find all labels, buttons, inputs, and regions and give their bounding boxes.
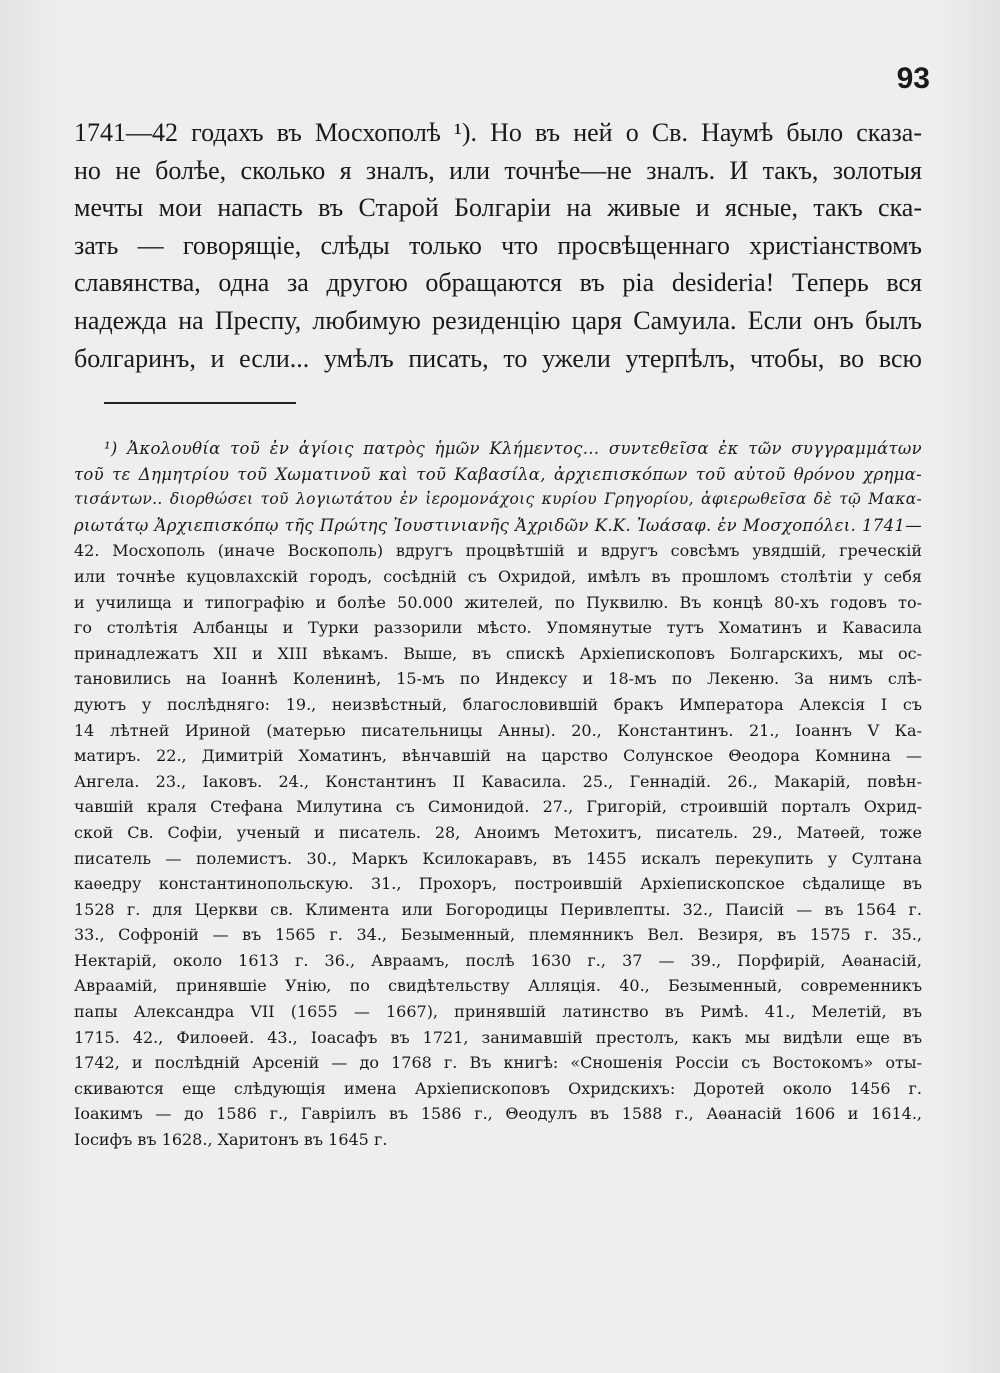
- footnote-line: ριωτάτῳ Ἀρχιεπισκόπῳ τῆς Πρώτης Ἰουστινιανῆς Ἀχριδῶν Κ.Κ. Ἰωάσαφ. ἐν Μοσχοπόλει. 1741—: [74, 515, 922, 535]
- footnote-line: чавшій краля Стефана Милутина съ Симонидой. 27., Григорій, строившій порталъ Охрид-: [74, 797, 922, 817]
- footnote-line: 33., Софроній — въ 1565 г. 34., Безыменный, племянникъ Вел. Везиря, въ 1575 г. 35.,: [74, 925, 922, 945]
- footnote-line: 42. Мосхополь (иначе Воскополь) вдругъ процвѣтшій и вдругъ совсѣмъ увядшій, греческій: [74, 541, 922, 561]
- footnote-line: матиръ. 22., Димитрій Хоматинъ, вѣнчавшій на царство Солунское Θеодора Комнина —: [74, 746, 922, 766]
- main-line: мечты мои напасть въ Старой Болгаріи на живые и ясные, такъ ска-: [74, 193, 922, 223]
- footnote-line: и училища и типографію и болѣе 50.000 жителей, по Пуквилю. Въ концѣ 80-хъ годовъ то-: [74, 592, 922, 612]
- footnote-line: принадлежатъ XII и XIII вѣкамъ. Выше, въ спискѣ Архіепископовъ Болгарскихъ, мы ос-: [74, 643, 922, 663]
- page-number: 93: [896, 62, 930, 95]
- footnote-line: 1742, и послѣдній Арсеній — до 1768 г. Въ книгѣ: «Сношенія Россіи съ Востокомъ» оты-: [74, 1053, 922, 1073]
- footnote-line: дуютъ у послѣдняго: 19., неизвѣстный, благословившій бракъ Императора Алексія I съ: [74, 694, 922, 714]
- footnote-line: 1715. 42., Филоѳей. 43., Іоасафъ въ 1721, занимавшій престолъ, какъ мы видѣли еще въ: [74, 1027, 922, 1047]
- main-line: славянства, одна за другою обращаются въ pia desideria! Теперь вся: [74, 268, 922, 298]
- footnote-line: писатель — полемистъ. 30., Маркъ Ксилокаравъ, въ 1455 искалъ перекупить у Султана: [74, 848, 922, 868]
- footnote-line: Авраамій, принявшіе Унію, по свидѣтельству Алляція. 40., Безыменный, современникъ: [74, 976, 922, 996]
- footnote-line: Іосифъ въ 1628., Харитонъ въ 1645 г.: [74, 1130, 388, 1150]
- main-line: болгаринъ, и если... умѣлъ писать, то ужели утерпѣлъ, чтобы, во всю: [74, 343, 922, 373]
- footnote-line: Нектарій, около 1613 г. 36., Авраамъ, послѣ 1630 г., 37 — 39., Порфирій, Аѳанасій,: [74, 950, 922, 970]
- footnote-line: τισάντων.. διορθώσει τοῦ λογιωτάτου ἐν ἱερομονάχοις κυρίου Γρηγορίου, ἀφιερωθεῖσα δὲ τῷ Μακα-: [74, 490, 922, 509]
- main-line: 1741—42 годахъ въ Мосхополѣ ¹). Но въ ней о Св. Наумѣ было сказа-: [74, 118, 922, 147]
- main-line: зать — говорящіе, слѣды только что просвѣщеннаго христіанствомъ: [74, 230, 922, 260]
- footnote-line: Іоакимъ — до 1586 г., Гавріилъ въ 1586 г., Θеодулъ въ 1588 г., Аѳанасій 1606 и 1614.,: [74, 1104, 922, 1124]
- footnote-line: 14 лѣтней Ириной (матерью писательницы Анны). 20., Константинъ. 21., Іоаннъ V Ка-: [74, 720, 922, 740]
- footnote-line: τοῦ τε Δημητρίου τοῦ Χωματινοῦ καὶ τοῦ Καβασίλα, ἀρχιεπισκόπων τοῦ αὐτοῦ θρόνου χρημα-: [74, 464, 922, 484]
- footnote-line: скиваются еще слѣдующія имена Архіепископовъ Охридскихъ: Доротей около 1456 г.: [74, 1078, 922, 1098]
- footnote-line: Ангела. 23., Іаковъ. 24., Константинъ II Кавасила. 25., Геннадій. 26., Макарій, повѣн-: [74, 771, 922, 791]
- footnote-line: папы Александра VII (1655 — 1667), принявшій латинство въ Римѣ. 41., Мелетій, въ: [74, 1002, 922, 1022]
- footnote-line: тановились на Іоаннѣ Коленинѣ, 15-мъ по Индексу и 18-мъ по Лекеню. За нимъ слѣ-: [74, 669, 922, 689]
- footnote-line: или точнѣе куцовлахскій городъ, сосѣдній съ Охридой, имѣлъ въ прошломъ столѣтіи у себя: [74, 566, 922, 586]
- main-text: [74, 114, 922, 377]
- footnote-line: 1528 г. для Церкви св. Климента или Богородицы Перивлепты. 32., Паисій — въ 1564 г.: [74, 899, 922, 919]
- footnote-line: каѳедру константинопольскую. 31., Прохоръ, построившій Архіепископское сѣдалище въ: [74, 874, 922, 894]
- footnote-line: ской Св. Софіи, ученый и писатель. 28, Аноимъ Метохитъ, писатель. 29., Матѳей, тоже: [74, 822, 922, 842]
- footnote-line: го столѣтія Албанцы и Турки раззорили мѣсто. Упомянутые тутъ Хоматинъ и Кавасила: [74, 618, 922, 638]
- main-line: надежда на Преспу, любимую резиденцію царя Самуила. Если онъ былъ: [74, 305, 922, 335]
- footnote: [74, 436, 922, 1153]
- footnote-line: ¹) Ἀκολουθία τοῦ ἐν ἁγίοις πατρὸς ἡμῶν Κλήμεντος... συντεθεῖσα ἐκ τῶν συγγραμμάτων: [104, 439, 922, 458]
- footnote-divider: [104, 402, 296, 404]
- main-line: но не болѣе, сколько я зналъ, или точнѣе—не зналъ. И такъ, золотыя: [74, 155, 922, 185]
